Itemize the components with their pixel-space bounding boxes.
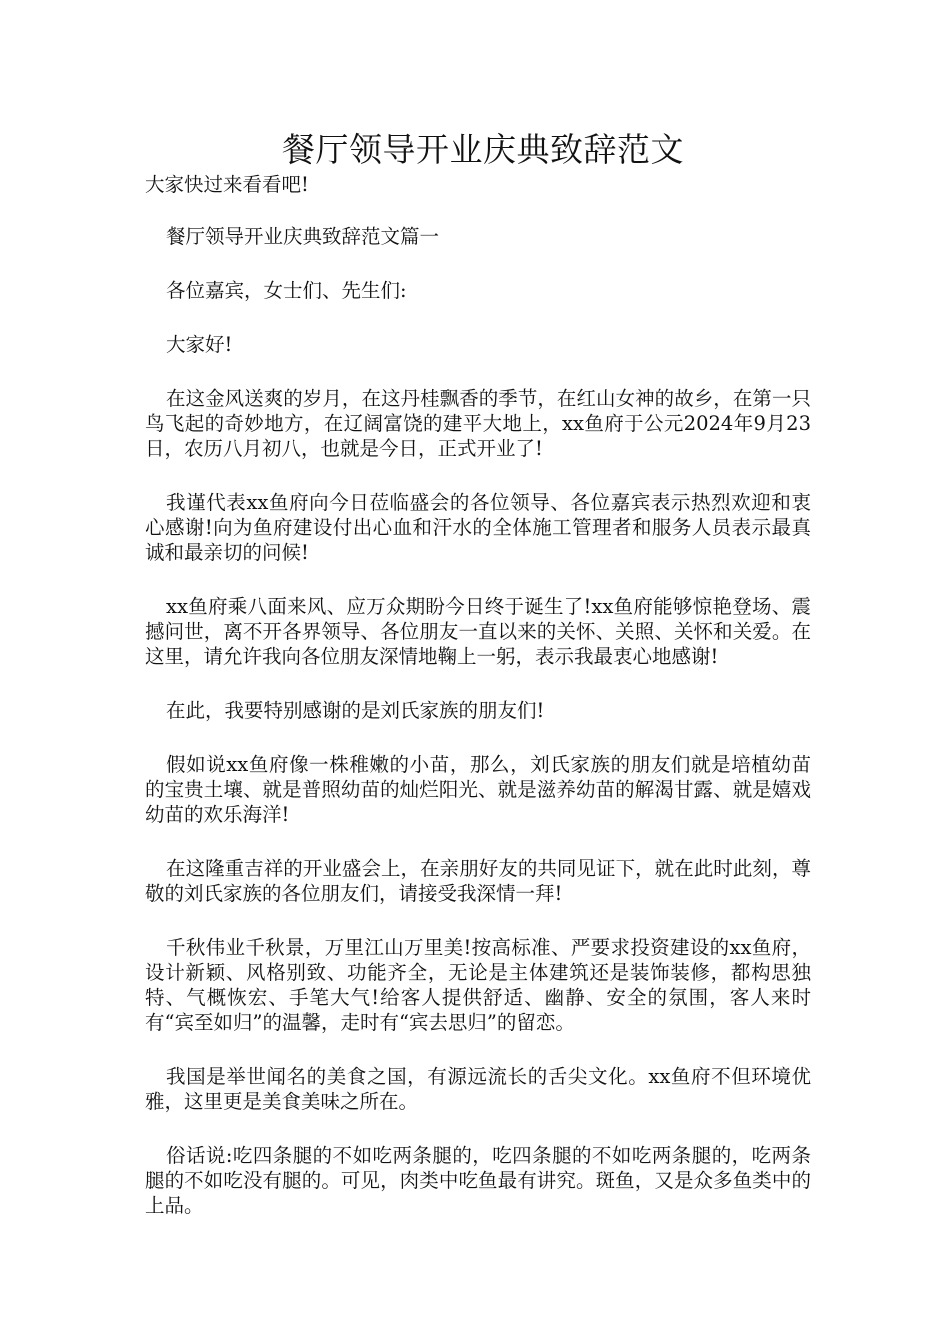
document-page [145,128,811,1218]
paragraph: 假如说xx鱼府像一株稚嫩的小苗，那么，刘氏家族的朋友们就是培植幼苗的宝贵土壤、就是普照幼苗的灿烂阳光、就是滋养幼苗的解渴甘露、就是嬉戏幼苗的欢乐海洋! [145,753,811,826]
paragraph: 在这金风送爽的岁月，在这丹桂飘香的季节，在红山女神的故乡，在第一只鸟飞起的奇妙地方，在辽阔富饶的建平大地上，xx鱼府于公元2024年9月23日，农历八月初八，也就是今日，正式开业了! [145,387,811,460]
paragraph: 我国是举世闻名的美食之国，有源远流长的舌尖文化。xx鱼府不但环境优雅，这里更是美食美味之所在。 [145,1065,811,1113]
paragraph: xx鱼府乘八面来风、应万众期盼今日终于诞生了!xx鱼府能够惊艳登场、震撼问世，离不开各界领导、各位朋友一直以来的关怀、关照、关怀和关爱。在这里，请允许我向各位朋友深情地鞠上一躬，表示我最衷心地感谢! [145,595,811,668]
intro-line: 大家快过来看看吧! [145,173,309,196]
document-title: 餐厅领导开业庆典致辞范文 [282,130,684,169]
paragraph: 各位嘉宾，女士们、先生们: [166,279,407,302]
paragraph: 在此，我要特别感谢的是刘氏家族的朋友们! [166,699,545,722]
paragraph: 在这隆重吉祥的开业盛会上，在亲朋好友的共同见证下，就在此时此刻，尊敬的刘氏家族的各位朋友们，请接受我深情一拜! [145,857,811,905]
paragraph: 千秋伟业千秋景，万里江山万里美!按高标准、严要求投资建设的xx鱼府，设计新颖、风格别致、功能齐全，无论是主体建筑还是装饰装修，都构思独特、气概恢宏、手笔大气!给客人提供舒适、幽静、安全的氛围，客人来时有“宾至如归”的温馨，走时有“宾去思归”的留恋。 [145,936,811,1034]
paragraph: 大家好! [166,333,233,356]
paragraph: 我谨代表xx鱼府向今日莅临盛会的各位领导、各位嘉宾表示热烈欢迎和衷心感谢!向为鱼府建设付出心血和汗水的全体施工管理者和服务人员表示最真诚和最亲切的问候! [145,491,811,564]
paragraph: 餐厅领导开业庆典致辞范文篇一 [166,225,440,248]
paragraph: 俗话说:吃四条腿的不如吃两条腿的，吃四条腿的不如吃两条腿的，吃两条腿的不如吃没有腿的。可见，肉类中吃鱼最有讲究。斑鱼，又是众多鱼类中的上品。 [145,1144,811,1217]
